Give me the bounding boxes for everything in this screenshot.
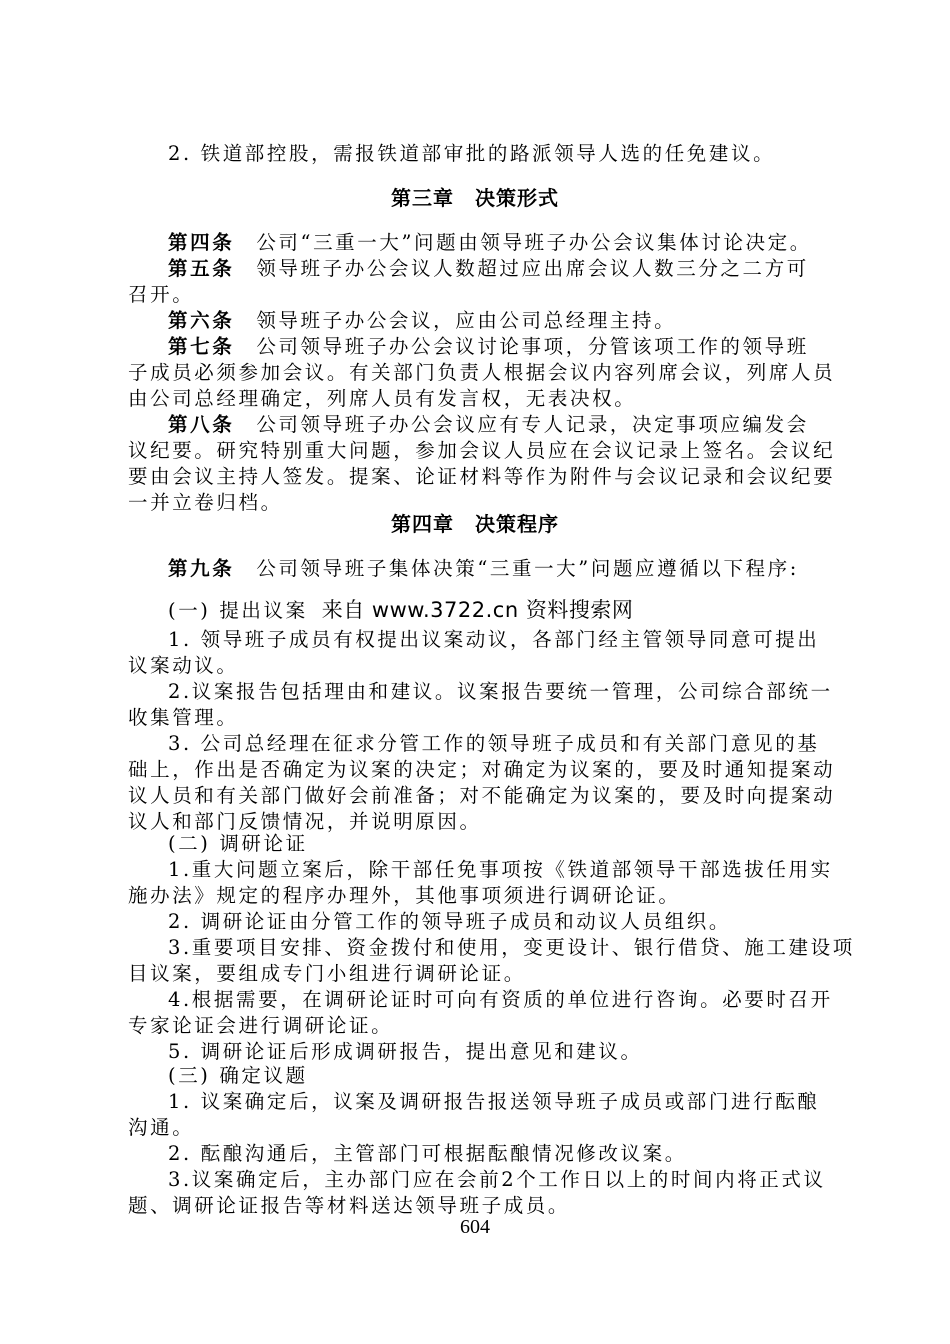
- s1-item-3-cont-2: 议人员和有关部门做好会前准备；对不能确定为议案的，要及时向提案动: [128, 784, 836, 807]
- article-8-cont-2: 要由会议主持人签发。提案、论证材料等作为附件与会议记录和会议纪要: [128, 465, 836, 488]
- article-5-cont: 召开。: [128, 283, 195, 306]
- s3-item-2: 2. 酝酿沟通后，主管部门可根据酝酿情况修改议案。: [168, 1142, 687, 1165]
- s2-item-4-cont: 专家论证会进行调研论证。: [128, 1014, 394, 1037]
- article-7-cont-2: 由公司总经理确定，列席人员有发言权，无表决权。: [128, 387, 637, 410]
- s2-item-3: 3.重要项目安排、资金拨付和使用，变更设计、银行借贷、施工建设项: [168, 936, 855, 959]
- section-1: [168, 597, 828, 624]
- article-5-label: 第五条: [168, 257, 235, 280]
- section-3-title: (三) 确定议题: [168, 1064, 308, 1087]
- s1-item-3-cont-1: 础上，作出是否确定为议案的决定；对确定为议案的，要及时通知提案动: [128, 758, 836, 781]
- page-number: 604: [460, 1216, 490, 1238]
- article-8-label: 第八条: [168, 413, 235, 436]
- article-6: [168, 308, 828, 334]
- s2-item-5: 5. 调研论证后形成调研报告，提出意见和建议。: [168, 1040, 643, 1063]
- s2-item-4: 4.根据需要，在调研论证时可向有资质的单位进行咨询。必要时召开: [168, 988, 833, 1011]
- article-4-label: 第四条: [168, 231, 235, 254]
- s2-item-1-cont: 施办法》规定的程序办理外，其他事项须进行调研论证。: [128, 884, 681, 907]
- s3-item-3-cont: 题、调研论证报告等材料送达领导班子成员。: [128, 1194, 571, 1217]
- article-7: [168, 334, 828, 360]
- article-6-label: 第六条: [168, 309, 235, 332]
- s2-item-1: 1.重大问题立案后，除干部任免事项按《铁道部领导干部选拔任用实: [168, 858, 833, 881]
- s3-item-1-cont: 沟通。: [128, 1116, 195, 1139]
- s1-item-3: 3. 公司总经理在征求分管工作的领导班子成员和有关部门意见的基: [168, 732, 820, 755]
- s1-item-3-cont-3: 议人和部门反馈情况，并说明原因。: [128, 810, 482, 833]
- article-5: [168, 256, 828, 282]
- s2-item-2: 2. 调研论证由分管工作的领导班子成员和动议人员组织。: [168, 910, 732, 933]
- chapter-4-heading: 第四章 决策程序: [391, 512, 559, 536]
- article-9-text: 公司领导班子集体决策“三重一大”问题应遵循以下程序:: [256, 557, 799, 580]
- s1-item-2-cont: 收集管理。: [128, 706, 239, 729]
- s1-item-1-cont: 议案动议。: [128, 654, 239, 677]
- chapter-3-heading: 第三章 决策形式: [391, 186, 559, 210]
- s2-item-3-cont: 目议案，要组成专门小组进行调研论证。: [128, 962, 526, 985]
- article-5-text: 领导班子办公会议人数超过应出席会议人数三分之二方可: [256, 257, 809, 280]
- section-2-title: (二) 调研论证: [168, 832, 308, 855]
- article-6-text: 领导班子办公会议，应由公司总经理主持。: [256, 309, 677, 332]
- s3-item-1: 1. 议案确定后，议案及调研报告报送领导班子成员或部门进行酝酿: [168, 1090, 820, 1113]
- article-8: [168, 412, 828, 438]
- article-8-text: 公司领导班子办公会议应有专人记录，决定事项应编发会: [256, 413, 809, 436]
- article-7-text: 公司领导班子办公会议讨论事项，分管该项工作的领导班: [256, 335, 809, 358]
- article-4-text: 公司“三重一大”问题由领导班子办公会议集体讨论决定。: [256, 231, 812, 254]
- article-7-cont-1: 子成员必须参加会议。有关部门负责人根据会议内容列席会议，列席人员: [128, 361, 836, 384]
- article-4: [168, 230, 828, 256]
- article-9: [168, 556, 828, 582]
- article-8-cont-1: 议纪要。研究特别重大问题，参加会议人员应在会议记录上签名。会议纪: [128, 439, 836, 462]
- section-1-title: (一) 提出议案: [168, 599, 308, 622]
- s3-item-3: 3.议案确定后，主办部门应在会前2个工作日以上的时间内将正式议: [168, 1168, 826, 1191]
- watermark-text: 来自 www.3722.cn 资料搜索网: [321, 598, 634, 622]
- s1-item-1: 1. 领导班子成员有权提出议案动议，各部门经主管领导同意可提出: [168, 628, 820, 651]
- article-7-label: 第七条: [168, 335, 235, 358]
- article-8-cont-3: 一并立卷归档。: [128, 491, 283, 514]
- chapter2-item-2: 2. 铁道部控股，需报铁道部审批的路派领导人选的任免建议。: [168, 142, 776, 165]
- s1-item-2: 2.议案报告包括理由和建议。议案报告要统一管理，公司综合部统一: [168, 680, 833, 703]
- article-9-label: 第九条: [168, 557, 235, 580]
